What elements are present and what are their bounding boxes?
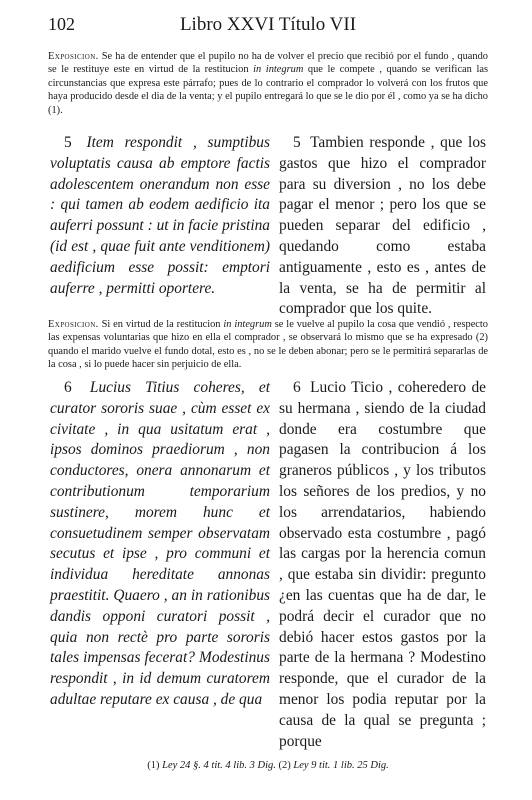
exposicion-text-a: Si en virtud de la restitucion — [101, 319, 224, 330]
page-header — [48, 14, 488, 40]
spanish-text: Tambien responde , que los gastos que hizo el comprador para su diversion , no los debe pagar el menor ; pero los que se pueden separar del edificio , quedando como estaba antiguamente , esto es , antes de la venta, se ha de permitir al comprador que los quite. — [279, 134, 487, 318]
footnote-2-ref: Ley 9 tit. 1 lib. 25 Dig. — [293, 760, 389, 771]
paragraph-number: 5 — [64, 134, 72, 151]
spanish-text: Lucio Ticio , coheredero de su hermana , siendo de la ciudad donde era costumbre que pagasen la contribucion á los graneros públicos , y los tributos los señores de los predios, y no los arrendatarios, habiendo observado esta costumbre , pagó las cargas por la herencia comun , que estaba sin dividir: pregunto ¿en las cuentas que ha de dar, le podrá decir el curador que no debió hacer estos gastos por la parte de la hermana ? Modestino responde, que el curador de la menor los podia reputar por la causa de la qual se pregunta ; porque — [279, 379, 486, 750]
latin-text: Lucius Titius coheres, et curator sororis suae , cùm esset ex civitate , in qua usitatum erat , ipsos dominos praediorum , non conductores, onera annonarum et contributionum temporarium sustinere, morem hunc et consuetudinem semper observatam secutus et ipse , pro communi et individua hereditate annonas praestitit. Quaero , an in rationibus dandis opponi curatori possit , quia non rectè pro parte sororis tales impensas fecerat? Modestinus respondit , in id demum curatorem adultae reputare ex causa , de qua — [50, 379, 270, 708]
paragraph-number: 6 — [64, 379, 72, 396]
exposicion-italic: in integrum — [253, 64, 304, 76]
page-number: 102 — [48, 14, 75, 34]
latin-text: Item respondit , sumptibus voluptatis causa ab emptore factis adolescentem onerandum non esse : qui tamen ab eodem aedificio ita auferri possunt : ut in facie pristina (id est , quae fuit ante venditionem) aedificium esse possit: emptori auferre , permitti oportere. — [50, 134, 270, 297]
exposicion-text-a: Se ha de entender que el pupilo no ha de volver el precio que recibió por el fundo , quando se le restituye este en virtud de la restitucion — [48, 51, 488, 76]
exposicion-note-1 — [48, 50, 488, 117]
running-title: Libro XXVI Título VII — [179, 14, 357, 35]
footnotes — [48, 760, 488, 771]
exposicion-note-2 — [48, 318, 488, 372]
spanish-paragraph-6 — [279, 378, 486, 752]
paragraph-number: 6 — [293, 379, 301, 396]
latin-paragraph-5 — [50, 133, 270, 299]
paragraph-number: 5 — [293, 134, 301, 151]
exposicion-label: Exposicion. — [48, 319, 99, 330]
footnote-2-mark: (2) — [278, 760, 291, 771]
exposicion-text-b: que le compete , quando se verifican las circunstancias que expresa este párrafo; pues de lo contrario el comprador lo volverá con los frutos que haya producido desde el dia de la venta; y el pupilo entregará lo que se le dio por él , como ya se ha dicho (1). — [48, 64, 488, 116]
footnote-1-ref: Ley 24 §. 4 tit. 4 lib. 3 Dig. — [162, 760, 276, 771]
spanish-paragraph-5 — [279, 133, 486, 320]
exposicion-label: Exposicion. — [48, 51, 99, 62]
latin-paragraph-6 — [50, 378, 270, 711]
footnote-1-mark: (1) — [147, 760, 160, 771]
exposicion-text-b: se le vuelve al pupilo la cosa que vendió , respecto las expensas voluntarias que hizo en ella el comprador , se observará lo mismo que se ha expresado (2) quando el marido vuelve el fundo dotal, esto es , no se le deben abonar; pero se le permitirá separarlas de la cosa , si lo puede hacer sin perjuicio de ella. — [48, 319, 489, 371]
exposicion-italic: in integrum — [223, 319, 272, 330]
